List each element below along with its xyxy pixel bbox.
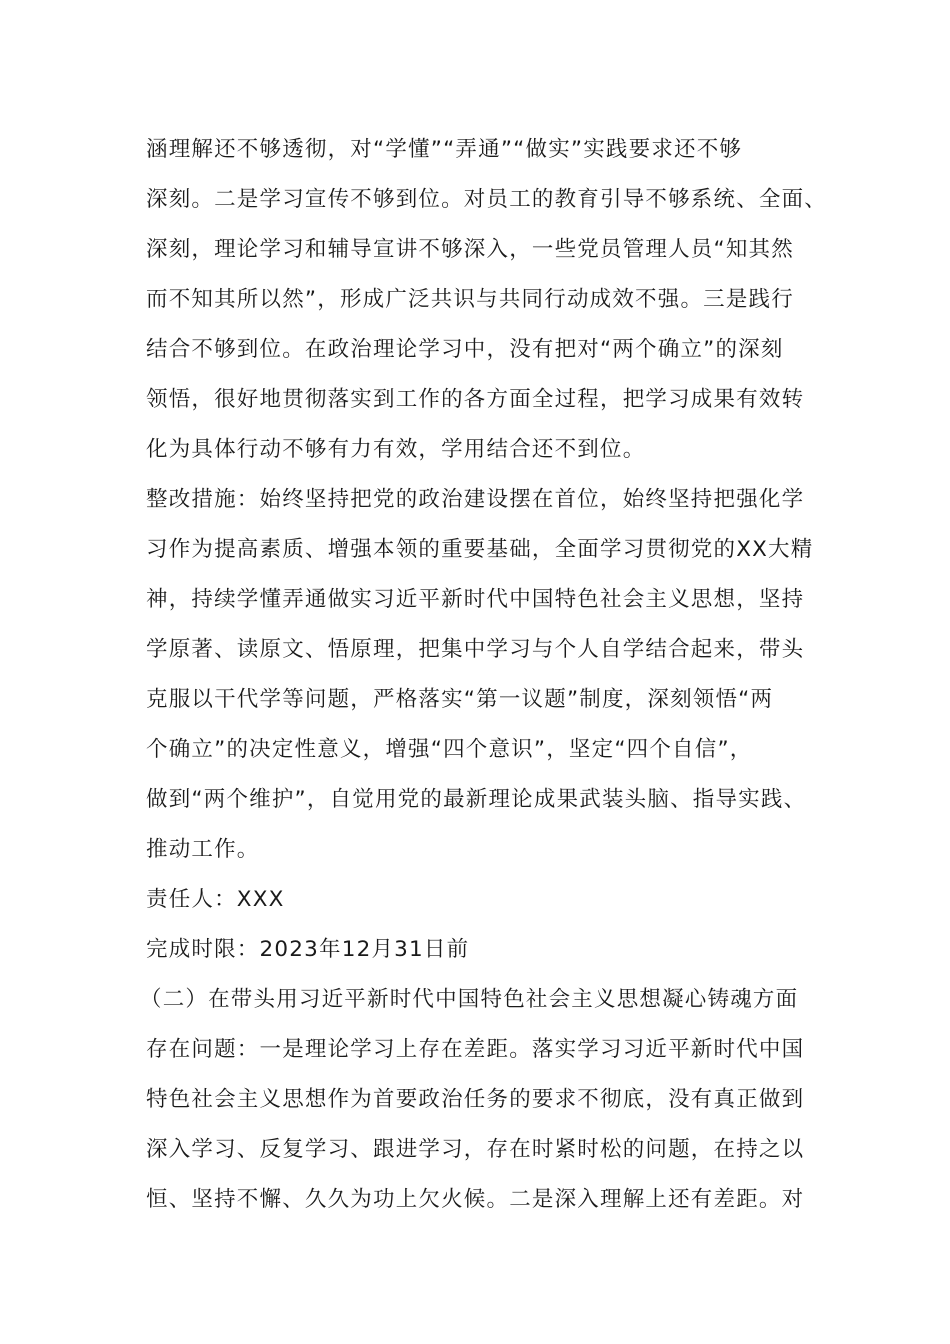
text-line: 深刻。二是学习宣传不够到位。对员工的教育引导不够系统、全面、 [146, 187, 828, 212]
text-line: 结合不够到位。在政治理论学习中，没有把对“两个确立”的深刻 [146, 337, 784, 362]
text-line: 存在问题：一是理论学习上存在差距。落实学习习近平新时代中国 [146, 1037, 805, 1062]
text-line: 涵理解还不够透彻，对“学懂”“弄通”“做实”实践要求还不够 [146, 137, 743, 162]
text-line: 恒、坚持不懈、久久为功上欠火候。二是深入理解上还有差距。对 [146, 1187, 805, 1212]
text-line: 个确立”的决定性意义，增强“四个意识”，坚定“四个自信”， [146, 737, 753, 762]
text-line: 深刻，理论学习和辅导宣讲不够深入，一些党员管理人员“知其然 [146, 237, 794, 262]
text-line: 神，持续学懂弄通做实习近平新时代中国特色社会主义思想，坚持 [146, 587, 805, 612]
text-line: 化为具体行动不够有力有效，学用结合还不到位。 [146, 437, 646, 462]
responsible-person: 责任人：XXX [146, 887, 285, 912]
text-line: 特色社会主义思想作为首要政治任务的要求不彻底，没有真正做到 [146, 1087, 805, 1112]
text-line: 整改措施：始终坚持把党的政治建设摆在首位，始终坚持把强化学 [146, 487, 805, 512]
text-line: 克服以干代学等问题，严格落实“第一议题”制度，深刻领悟“两 [146, 687, 774, 712]
text-line: 做到“两个维护”，自觉用党的最新理论成果武装头脑、指导实践、 [146, 787, 807, 812]
text-line: 推动工作。 [146, 837, 260, 862]
text-line: 深入学习、反复学习、跟进学习，存在时紧时松的问题，在持之以 [146, 1137, 805, 1162]
text-line: 习作为提高素质、增强本领的重要基础，全面学习贯彻党的XX大精 [146, 537, 814, 562]
deadline: 完成时限：2023年12月31日前 [146, 937, 470, 962]
text-line: 而不知其所以然”，形成广泛共识与共同行动成效不强。三是践行 [146, 287, 794, 312]
text-line: 领悟，很好地贯彻落实到工作的各方面全过程，把学习成果有效转 [146, 387, 805, 412]
text-line: 学原著、读原文、悟原理，把集中学习与个人自学结合起来，带头 [146, 637, 805, 662]
section-heading: （二）在带头用习近平新时代中国特色社会主义思想凝心铸魂方面 [140, 987, 799, 1012]
